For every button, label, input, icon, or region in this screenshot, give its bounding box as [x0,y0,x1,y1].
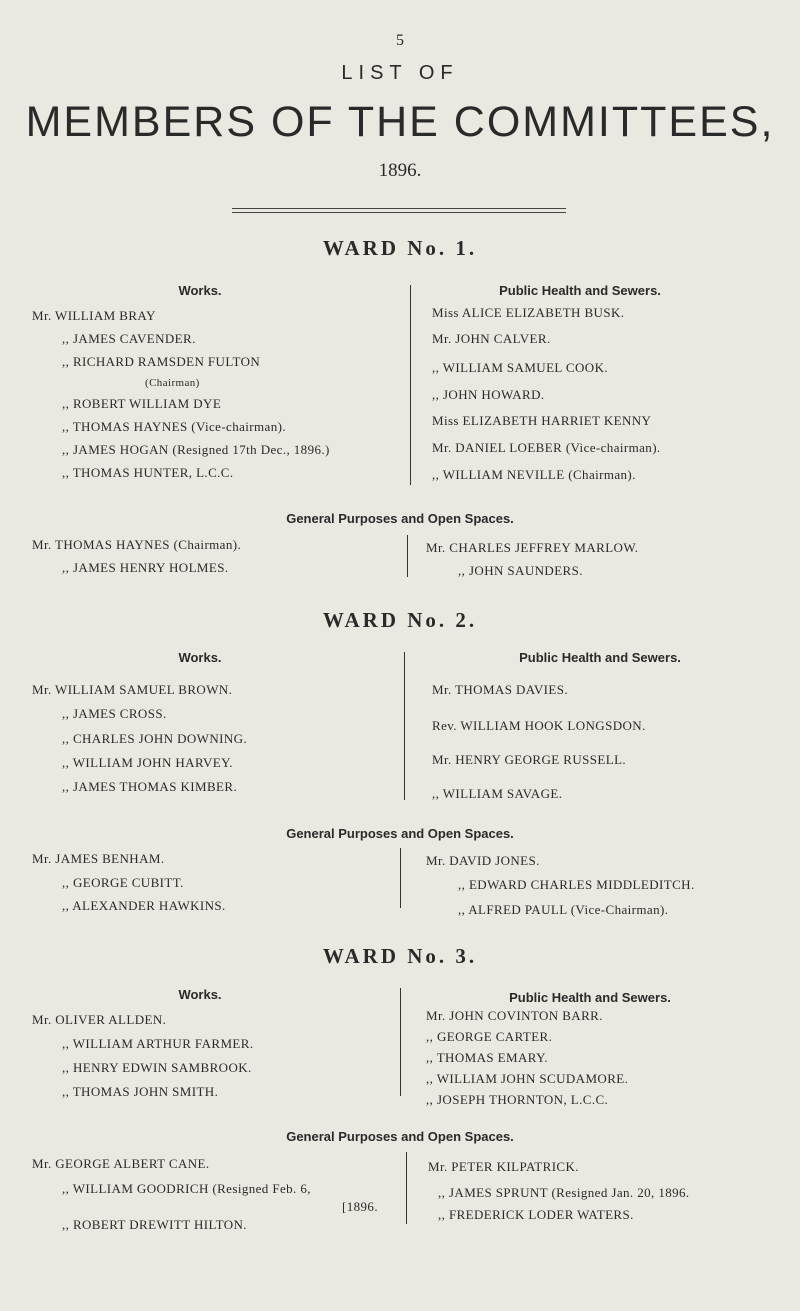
year: 1896. [378,160,422,181]
ward-3-health-item: ,, THOMAS EMARY. [426,1050,548,1065]
ward-3-general-left-item: ,, WILLIAM GOODRICH (Resigned Feb. 6, [62,1181,311,1196]
ward-1-works-item: ,, THOMAS HAYNES (Vice-chairman). [62,419,286,434]
ward-1-health-heading: Public Health and Sewers. [499,283,661,298]
ward-3-works-item: ,, HENRY EDWIN SAMBROOK. [62,1060,252,1075]
ward-3-health-item: ,, WILLIAM JOHN SCUDAMORE. [426,1071,629,1086]
ward-2-works-item: ,, WILLIAM JOHN HARVEY. [62,755,233,770]
ward-3-works-item: Mr. OLIVER ALLDEN. [32,1012,167,1027]
page-title: MEMBERS OF THE COMMITTEES, [25,98,775,146]
ward-2-health-item: Mr. THOMAS DAVIES. [432,682,569,697]
ward-1-health-item: Miss ELIZABETH HARRIET KENNY [432,413,652,428]
ward-3-general-right-item: ,, JAMES SPRUNT (Resigned Jan. 20, 1896. [438,1185,690,1200]
ward-1-title: WARD No. 1. [322,236,478,260]
ward-1-health-item: Mr. JOHN CALVER. [432,331,551,346]
double-rule-bottom [232,212,566,213]
ward-1-general-divider [407,535,408,577]
ward-2-general-left-item: ,, ALEXANDER HAWKINS. [62,898,226,913]
ward-3-general-left-item: ,, ROBERT DREWITT HILTON. [62,1217,247,1232]
ward-3-title: WARD No. 3. [322,944,478,968]
ward-1-general-heading: General Purposes and Open Spaces. [286,511,514,526]
ward-2-title: WARD No. 2. [322,608,478,632]
ward-3-health-item: ,, GEORGE CARTER. [426,1029,553,1044]
ward-2-works-item: ,, JAMES CROSS. [62,706,167,721]
ward-3-general-right-item: Mr. PETER KILPATRICK. [428,1159,579,1174]
ward-2-health-heading: Public Health and Sewers. [519,650,681,665]
ward-3-works-item: ,, THOMAS JOHN SMITH. [62,1084,219,1099]
ward-2-works-item: Mr. WILLIAM SAMUEL BROWN. [32,682,233,697]
ward-1-general-right-item: Mr. CHARLES JEFFREY MARLOW. [426,540,639,555]
ward-3-general-left-item: Mr. GEORGE ALBERT CANE. [32,1156,210,1171]
ward-1-column-divider [410,285,411,485]
double-rule-top [232,208,566,209]
ward-1-general-left-item: Mr. THOMAS HAYNES (Chairman). [32,537,242,552]
ward-1-health-item: Miss ALICE ELIZABETH BUSK. [432,305,625,320]
ward-3-health-item: Mr. JOHN COVINTON BARR. [426,1008,603,1023]
ward-1-health-item: ,, JOHN HOWARD. [432,387,545,402]
ward-1-works-item-note: (Chairman) [145,377,200,389]
ward-3-column-divider [400,988,401,1096]
ward-1-works-item: ,, JAMES HOGAN (Resigned 17th Dec., 1896.) [62,442,330,457]
ward-1-general-right-item: ,, JOHN SAUNDERS. [458,563,583,578]
page-number: 5 [396,32,404,49]
ward-2-works-heading: Works. [178,650,222,665]
ward-2-health-item: Rev. WILLIAM HOOK LONGSDON. [432,718,646,733]
ward-1-health-item: ,, WILLIAM SAMUEL COOK. [432,360,609,375]
ward-3-works-heading: Works. [178,987,222,1002]
ward-2-general-divider [400,848,401,908]
ward-2-general-right-item: ,, EDWARD CHARLES MIDDLEDITCH. [458,877,695,892]
ward-3-general-left-item-year: [1896. [342,1199,378,1214]
ward-3-general-heading: General Purposes and Open Spaces. [286,1129,514,1144]
ward-2-general-right-item: ,, ALFRED PAULL (Vice-Chairman). [458,902,669,917]
ward-2-works-item: ,, JAMES THOMAS KIMBER. [62,779,238,794]
ward-1-works-item: ,, THOMAS HUNTER, L.C.C. [62,465,234,480]
ward-3-health-item: ,, JOSEPH THORNTON, L.C.C. [426,1092,609,1107]
title-list-of: LIST OF [341,62,459,84]
ward-1-works-item: ,, ROBERT WILLIAM DYE [62,396,222,411]
ward-2-general-left-item: Mr. JAMES BENHAM. [32,851,165,866]
ward-1-health-item: ,, WILLIAM NEVILLE (Chairman). [432,467,636,482]
ward-1-works-item: ,, JAMES CAVENDER. [62,331,196,346]
ward-2-works-item: ,, CHARLES JOHN DOWNING. [62,731,248,746]
ward-3-general-divider [406,1152,407,1224]
ward-3-general-right-item: ,, FREDERICK LODER WATERS. [438,1207,634,1222]
ward-1-works-item: ,, RICHARD RAMSDEN FULTON [62,354,261,369]
ward-1-works-heading: Works. [178,283,222,298]
ward-2-general-right-item: Mr. DAVID JONES. [426,853,540,868]
ward-3-works-item: ,, WILLIAM ARTHUR FARMER. [62,1036,254,1051]
ward-2-column-divider [404,652,405,800]
ward-3-health-heading: Public Health and Sewers. [509,990,671,1005]
ward-2-health-item: Mr. HENRY GEORGE RUSSELL. [432,752,627,767]
ward-2-health-item: ,, WILLIAM SAVAGE. [432,786,563,801]
ward-2-general-left-item: ,, GEORGE CUBITT. [62,875,184,890]
ward-1-health-item: Mr. DANIEL LOEBER (Vice-chairman). [432,440,661,455]
ward-1-general-left-item: ,, JAMES HENRY HOLMES. [62,560,229,575]
ward-1-works-item: Mr. WILLIAM BRAY [32,308,156,323]
ward-2-general-heading: General Purposes and Open Spaces. [286,826,514,841]
